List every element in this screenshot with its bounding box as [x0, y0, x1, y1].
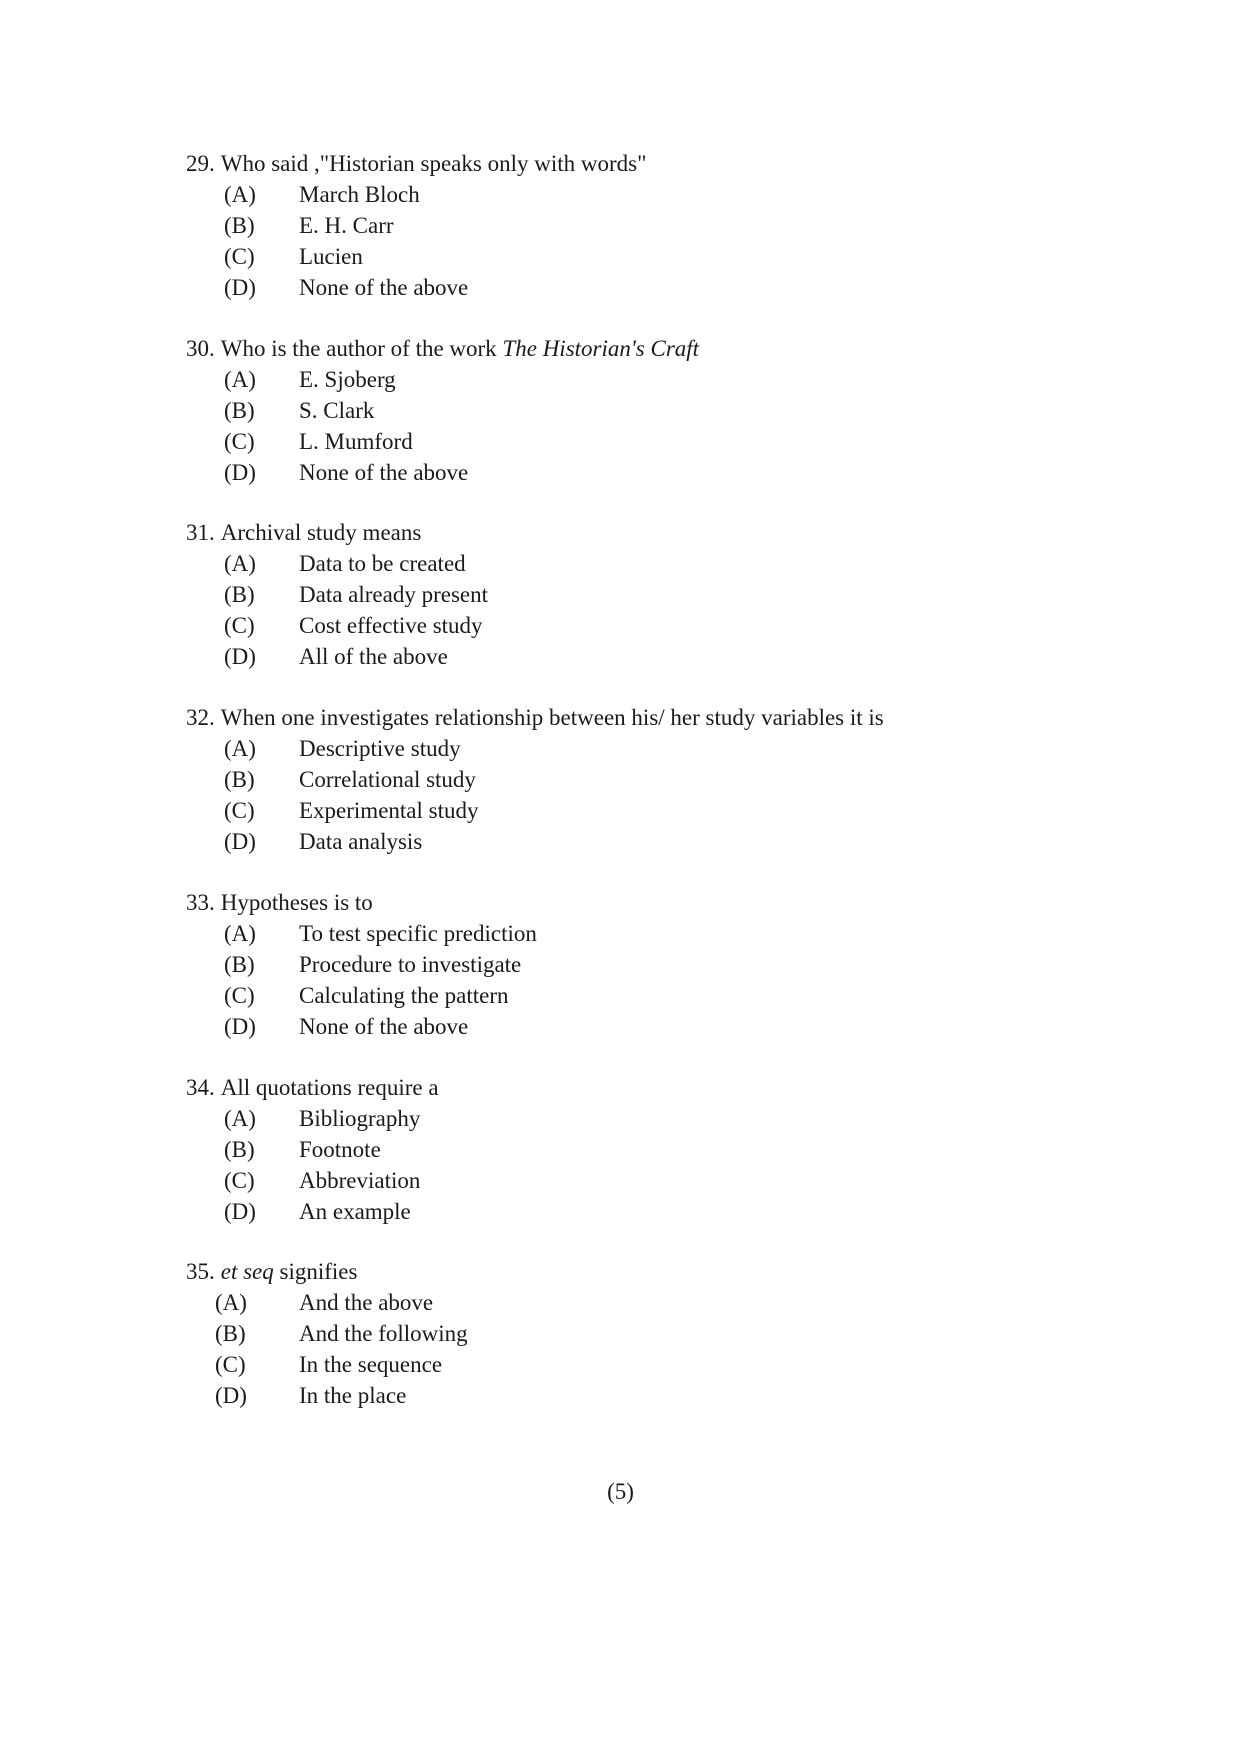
page-number: (5): [607, 1479, 634, 1504]
option-a: [186, 364, 1186, 395]
option-text: In the sequence: [299, 1352, 443, 1377]
option-c: [186, 795, 1186, 826]
question-text: signifies: [273, 1259, 358, 1284]
option-text: Correlational study: [299, 767, 476, 792]
option-text: And the above: [299, 1290, 434, 1315]
option-b: [186, 579, 1186, 610]
option-c: [186, 1349, 1186, 1380]
option-d: [186, 1011, 1186, 1042]
option-c: [186, 1165, 1186, 1196]
option-text: Cost effective study: [299, 613, 483, 638]
option-letter: (D): [224, 275, 256, 300]
option-d: [186, 457, 1186, 488]
latin-term: et seq: [220, 1259, 274, 1284]
option-c: [186, 610, 1186, 641]
option-text: None of the above: [299, 460, 469, 485]
question-31: [186, 517, 1186, 672]
option-text: E. H. Carr: [299, 213, 394, 238]
option-text: March Bloch: [299, 182, 420, 207]
option-letter: (B): [224, 1137, 255, 1162]
option-text: Data to be created: [299, 551, 466, 576]
option-text: An example: [299, 1199, 411, 1224]
question-35: [186, 1256, 1186, 1411]
option-c: [186, 426, 1186, 457]
option-text: Footnote: [299, 1137, 381, 1162]
option-b: [186, 764, 1186, 795]
option-text: In the place: [299, 1383, 407, 1408]
option-d: [186, 641, 1186, 672]
question-stem: [186, 517, 1186, 548]
option-b: [186, 949, 1186, 980]
option-text: None of the above: [299, 1014, 469, 1039]
option-letter: (C): [224, 244, 255, 269]
option-letter: (A): [224, 367, 256, 392]
question-number: 29.: [186, 151, 215, 176]
option-a: [186, 918, 1186, 949]
option-a: [186, 733, 1186, 764]
option-letter: (D): [224, 1014, 256, 1039]
option-letter: (B): [224, 213, 255, 238]
question-stem: [186, 1256, 1186, 1287]
option-letter: (A): [215, 1290, 247, 1315]
option-b: [186, 395, 1186, 426]
question-34: [186, 1072, 1186, 1227]
option-text: S. Clark: [299, 398, 375, 423]
option-text: Descriptive study: [299, 736, 461, 761]
option-c: [186, 241, 1186, 272]
option-letter: (C): [224, 613, 255, 638]
option-text: To test specific prediction: [299, 921, 537, 946]
question-text: Hypotheses is to: [220, 890, 373, 915]
option-letter: (A): [224, 1106, 256, 1131]
option-letter: (C): [224, 1168, 255, 1193]
question-stem: [186, 887, 1186, 918]
option-d: [186, 1380, 1186, 1411]
option-letter: (C): [224, 798, 255, 823]
option-letter: (D): [224, 829, 256, 854]
option-text: None of the above: [299, 275, 469, 300]
question-29: [186, 148, 1186, 303]
question-stem: [186, 702, 1186, 733]
option-text: And the following: [299, 1321, 468, 1346]
question-32: [186, 702, 1186, 857]
option-a: [186, 179, 1186, 210]
book-title: The Historian's Craft: [502, 336, 700, 361]
option-letter: (C): [224, 983, 255, 1008]
option-letter: (D): [224, 644, 256, 669]
question-number: 34.: [186, 1075, 215, 1100]
option-letter: (D): [224, 460, 256, 485]
option-b: [186, 210, 1186, 241]
option-letter: (A): [224, 182, 256, 207]
option-text: Experimental study: [299, 798, 479, 823]
option-text: Abbreviation: [299, 1168, 421, 1193]
option-letter: (D): [215, 1383, 247, 1408]
question-33: [186, 887, 1186, 1042]
option-b: [186, 1318, 1186, 1349]
question-text: Who said ,"Historian speaks only with words": [220, 151, 647, 176]
option-a: [186, 1287, 1186, 1318]
option-letter: (B): [215, 1321, 246, 1346]
question-number: 30.: [186, 336, 215, 361]
question-text: Who is the author of the work: [220, 336, 503, 361]
question-stem: [186, 333, 1186, 364]
option-letter: (B): [224, 767, 255, 792]
option-text: Data analysis: [299, 829, 423, 854]
question-stem: [186, 148, 1186, 179]
option-text: Procedure to investigate: [299, 952, 522, 977]
question-text: All quotations require a: [220, 1075, 439, 1100]
option-text: Bibliography: [299, 1106, 421, 1131]
option-letter: (B): [224, 582, 255, 607]
option-letter: (B): [224, 398, 255, 423]
option-letter: (A): [224, 736, 256, 761]
question-30: [186, 333, 1186, 488]
option-letter: (C): [224, 429, 255, 454]
option-letter: (A): [224, 921, 256, 946]
option-letter: (D): [224, 1199, 256, 1224]
option-a: [186, 548, 1186, 579]
question-number: 35.: [186, 1259, 215, 1284]
option-text: E. Sjoberg: [299, 367, 396, 392]
question-number: 31.: [186, 520, 215, 545]
option-a: [186, 1103, 1186, 1134]
option-d: [186, 272, 1186, 303]
question-text: When one investigates relationship between his/ her study variables it is: [220, 705, 884, 730]
option-text: Data already present: [299, 582, 489, 607]
option-d: [186, 826, 1186, 857]
question-text: Archival study means: [220, 520, 422, 545]
option-text: All of the above: [299, 644, 448, 669]
option-d: [186, 1196, 1186, 1227]
question-number: 32.: [186, 705, 215, 730]
option-text: L. Mumford: [299, 429, 413, 454]
option-c: [186, 980, 1186, 1011]
option-text: Calculating the pattern: [299, 983, 509, 1008]
option-letter: (C): [215, 1352, 246, 1377]
option-text: Lucien: [299, 244, 363, 269]
option-b: [186, 1134, 1186, 1165]
question-number: 33.: [186, 890, 215, 915]
question-stem: [186, 1072, 1186, 1103]
option-letter: (B): [224, 952, 255, 977]
option-letter: (A): [224, 551, 256, 576]
